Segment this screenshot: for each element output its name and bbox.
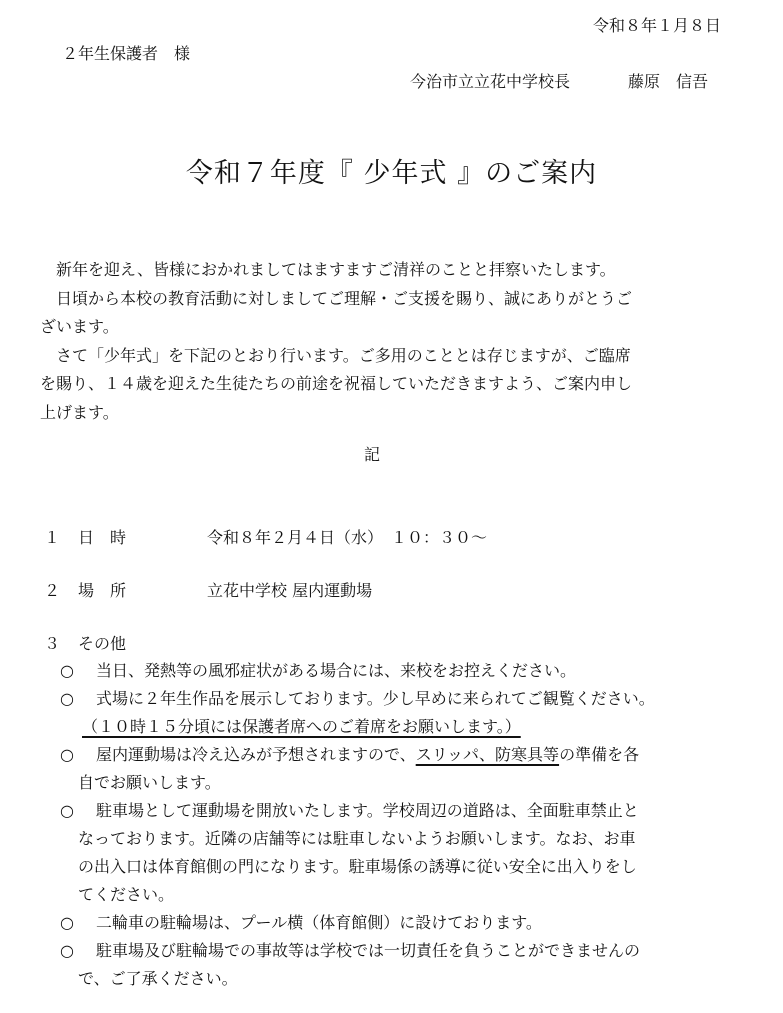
body-line: さて「少年式」を下記のとおり行います。ご多用のこととは存じますが、ご臨席 bbox=[40, 346, 631, 365]
item-number: １ bbox=[44, 528, 61, 547]
note-exhibit: 式場に２年生作品を展示しております。少し早めに来られてご観覧ください。 bbox=[96, 689, 655, 708]
item-number: ２ bbox=[44, 581, 61, 600]
note-liability: 駐車場及び駐輪場での事故等は学校では一切責任を負うことができませんの bbox=[96, 941, 641, 960]
sender-organization: 今治市立立花中学校長 bbox=[410, 72, 571, 91]
note-cold-underlined: スリッパ、防寒具等 bbox=[415, 745, 560, 764]
note-cold-cont: 自でお願いします。 bbox=[78, 773, 221, 792]
bullet-icon: ○ bbox=[60, 801, 74, 820]
bullet-icon: ○ bbox=[60, 941, 74, 960]
item-number: ３ bbox=[44, 634, 61, 653]
issue-date: 令和８年１月８日 bbox=[592, 16, 721, 35]
note-bicycle: 二輪車の駐輪場は、プール横（体育館側）に設けております。 bbox=[96, 913, 542, 932]
body-line: ざいます。 bbox=[40, 317, 119, 336]
body-line: 日頃から本校の教育活動に対しましてご理解・ご支援を賜り、誠にありがとうご bbox=[40, 289, 633, 308]
sender-name: 藤原 信吾 bbox=[628, 72, 709, 91]
item-label-other: その他 bbox=[78, 634, 127, 653]
note-parking-cont: の出入口は体育館側の門になります。駐車場係の誘導に従い安全に出入りをし bbox=[78, 857, 637, 876]
item-value-datetime: 令和８年２月４日（水） １０：３０～ bbox=[207, 528, 488, 547]
note-cold-text: の準備を各 bbox=[559, 745, 640, 764]
body-line: 新年を迎え、皆様におかれましてはますますご清祥のことと拝察いたします。 bbox=[40, 260, 616, 279]
note-cold-text: 屋内運動場は冷え込みが予想されますので、 bbox=[96, 745, 416, 764]
bullet-icon: ○ bbox=[60, 745, 74, 764]
bullet-icon: ○ bbox=[60, 689, 74, 708]
note-exhibit-seating: （１０時１５分頃には保護者席へのご着席をお願いします。） bbox=[82, 717, 521, 736]
note-liability-cont: で、ご了承ください。 bbox=[78, 969, 238, 988]
note-parking: 駐車場として運動場を開放いたします。学校周辺の道路は、全面駐車禁止と bbox=[96, 801, 639, 820]
addressee: ２年生保護者 様 bbox=[62, 44, 191, 63]
note-parking-cont: なっております。近隣の店舗等には駐車しないようお願いします。なお、お車 bbox=[78, 829, 636, 848]
ki-heading: 記 bbox=[364, 445, 381, 464]
body-line: 上げます。 bbox=[40, 403, 119, 422]
item-value-place: 立花中学校 屋内運動場 bbox=[207, 581, 373, 600]
note-fever: 当日、発熱等の風邪症状がある場合には、来校をお控えください。 bbox=[96, 661, 577, 680]
note-cold bbox=[96, 745, 639, 765]
note-parking-cont: てください。 bbox=[78, 885, 175, 904]
bullet-icon: ○ bbox=[60, 913, 74, 932]
bullet-icon: ○ bbox=[60, 661, 74, 680]
body-line: を賜り、１４歳を迎えた生徒たちの前途を祝福していただきますよう、ご案内申し bbox=[40, 374, 633, 393]
item-label-datetime: 日 時 bbox=[78, 528, 127, 547]
item-label-place: 場 所 bbox=[78, 581, 127, 600]
document-title: 令和７年度『 少年式 』のご案内 bbox=[185, 158, 598, 189]
